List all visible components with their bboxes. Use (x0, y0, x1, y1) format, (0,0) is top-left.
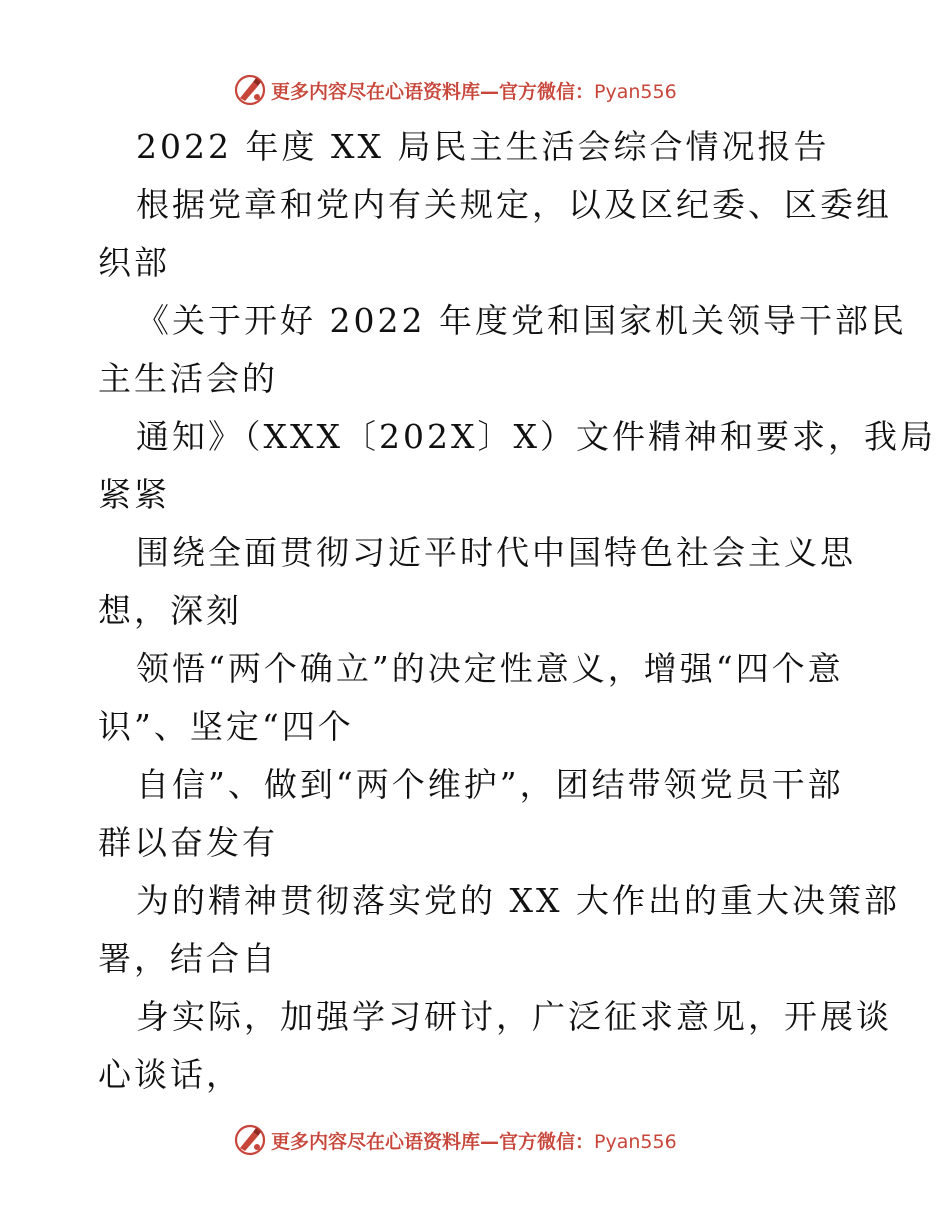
paragraph-line: 围绕全面贯彻习近平时代中国特色社会主义思 (136, 533, 856, 572)
paragraph-line: 领悟“两个确立”的决定性意义，增强“四个意 (136, 649, 844, 688)
paragraph-line: 《关于开好 2022 年度党和国家机关领导干部民 (136, 301, 907, 340)
paragraph-line: 通知》（XXX〔202X〕X）文件精神和要求，我局 (136, 417, 936, 456)
document-title: 2022 年度 XX 局民主生活会综合情况报告 (136, 127, 830, 166)
paragraph-line: 心谈话， (98, 1055, 242, 1094)
paragraph-line: 识”、坚定“四个 (98, 707, 354, 746)
watermark-text: 更多内容尽在心语资料库—官方微信：Pyan556 (271, 1130, 677, 1153)
paragraph-line: 紧紧 (98, 475, 170, 514)
pen-logo-icon (233, 1123, 267, 1157)
paragraph-line: 织部 (98, 243, 170, 282)
paragraph-line: 自信”、做到“两个维护”，团结带领党员干部 (136, 765, 844, 804)
footer-watermark (233, 1122, 677, 1158)
watermark-text: 更多内容尽在心语资料库—官方微信：Pyan556 (271, 80, 677, 103)
paragraph-line: 群以奋发有 (98, 823, 278, 862)
paragraph-line: 身实际，加强学习研讨，广泛征求意见，开展谈 (136, 997, 892, 1036)
document-body (98, 122, 936, 1108)
paragraph-line: 署，结合自 (98, 939, 278, 978)
paragraph-line: 主生活会的 (98, 359, 278, 398)
paragraph-line: 根据党章和党内有关规定，以及区纪委、区委组 (136, 185, 892, 224)
header-watermark (233, 72, 677, 108)
pen-logo-icon (233, 73, 267, 107)
paragraph-line: 想，深刻 (98, 591, 242, 630)
paragraph-line: 为的精神贯彻落实党的 XX 大作出的重大决策部 (136, 881, 900, 920)
